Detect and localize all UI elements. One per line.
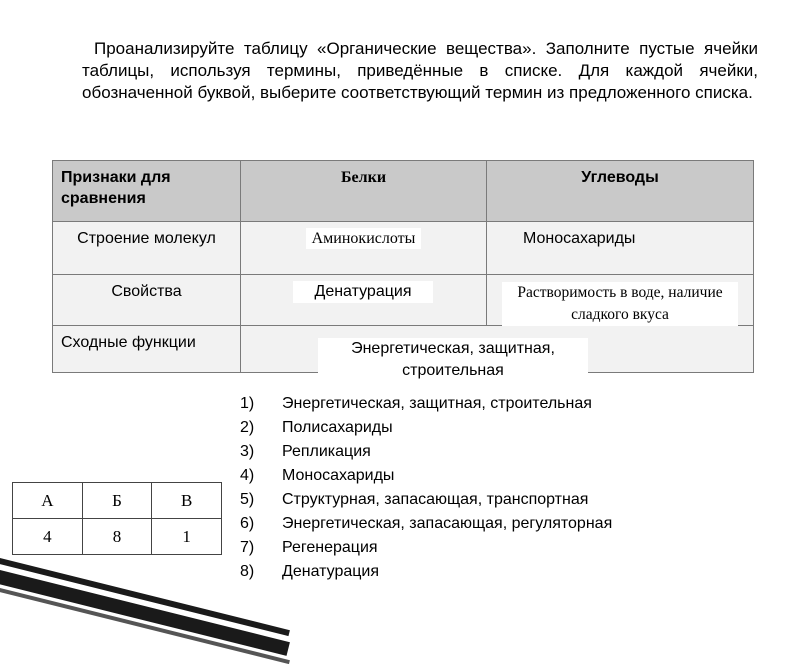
cell-proteins-structure xyxy=(241,222,487,275)
list-item: 7) Регенерация xyxy=(240,539,378,556)
row-label-structure: Строение молекул xyxy=(53,222,241,275)
key-letter: А xyxy=(13,483,83,519)
list-item: 6) Энергетическая, запасающая, регуляторная xyxy=(240,515,613,532)
row-label-functions: Сходные функции xyxy=(53,326,241,373)
table-header-row xyxy=(53,161,754,222)
list-item: 8) Денатурация xyxy=(240,563,380,580)
answer-b: Денатурация xyxy=(293,281,433,303)
list-item: 5) Структурная, запасающая, транспортная xyxy=(240,491,589,508)
list-item: 2) Полисахариды xyxy=(240,419,393,436)
answer-key-table xyxy=(12,482,222,555)
header-proteins: Белки xyxy=(241,161,487,222)
carbs-properties-text: Растворимость в воде, наличие сладкого вкуса xyxy=(502,282,738,326)
list-item: 4) Моносахариды xyxy=(240,467,395,484)
cell-carbs-structure: Моносахариды xyxy=(487,222,754,275)
instruction-text: Проанализируйте таблицу «Органические вещества». Заполните пустые ячейки таблицы, используя термины, приведённые в списке. Для каждой ячейки, обозначенной буквой, выберите соответствующий термин из предложенного списка. xyxy=(82,39,758,102)
answer-c: Энергетическая, защитная, строительная xyxy=(318,338,588,388)
key-value: 8 xyxy=(82,519,152,555)
answer-key-letters xyxy=(13,483,222,519)
options-list xyxy=(240,392,612,584)
table-row xyxy=(53,222,754,275)
answer-key-values xyxy=(13,519,222,555)
header-carbs: Углеводы xyxy=(487,161,754,222)
header-features: Признаки для сравнения xyxy=(53,161,241,222)
key-value: 1 xyxy=(152,519,222,555)
list-item: 1) Энергетическая, защитная, строительная xyxy=(240,395,592,412)
list-item: 3) Репликация xyxy=(240,443,371,460)
answer-a: Аминокислоты xyxy=(306,228,422,249)
key-value: 4 xyxy=(13,519,83,555)
row-label-properties: Свойства xyxy=(53,275,241,326)
key-letter: В xyxy=(152,483,222,519)
key-letter: Б xyxy=(82,483,152,519)
